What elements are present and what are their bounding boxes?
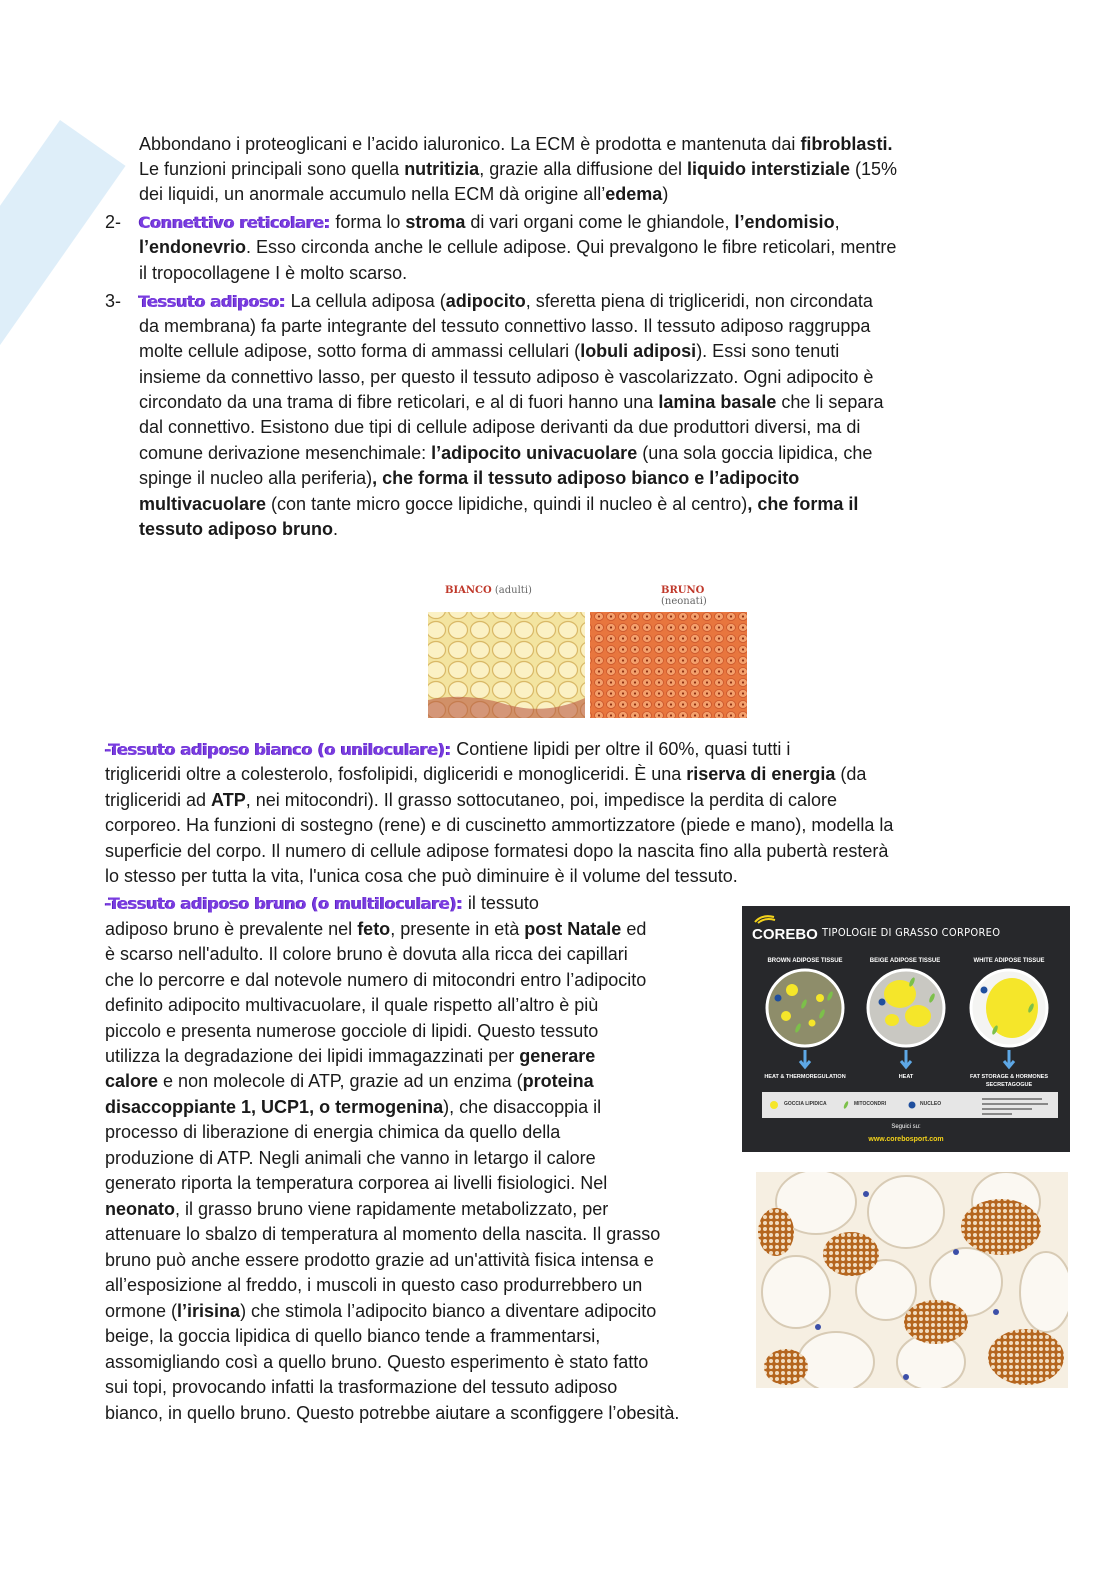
item3-line-1: Tessuto adiposo: La cellula adiposa (adipocito, sferetta piena di trigliceridi, non circondata bbox=[139, 291, 873, 311]
brown-section-line-17: ormone (l’irisina) che stimola l’adipocito bianco a diventare adipocito bbox=[105, 1301, 657, 1321]
brown-section-line-4: che lo percorre e dal notevole numero di mitocondri entro l’adipocito bbox=[105, 970, 647, 990]
white-section-line-2: trigliceridi oltre a colesterolo, fosfolipidi, digliceridi e monogliceridi. È una riserva di energia (da bbox=[105, 764, 867, 784]
corebo-logo-icon bbox=[754, 914, 776, 924]
item3-line-10: tessuto adiposo bruno. bbox=[139, 519, 339, 539]
corebo-reference-text bbox=[982, 1096, 1054, 1116]
brown-section-line-10: processo di liberazione di energia chimica da quello della bbox=[105, 1122, 561, 1142]
legend-nucleus-label: NUCLEO bbox=[920, 1101, 942, 1107]
brown-section-line-20: sui topi, provocando infatti la trasformazione del tessuto adiposo bbox=[105, 1377, 618, 1397]
legend-mito-label: MITOCONDRI bbox=[854, 1101, 887, 1107]
intro-line-3: dei liquidi, un anormale accumulo nella ECM dà origine all’edema) bbox=[139, 184, 669, 204]
white-section-line-3: trigliceridi ad ATP, nei mitocondri). Il grasso sottocutaneo, poi, impedisce la perdita di calore bbox=[105, 790, 838, 810]
brown-section-line-11: produzione di ATP. Negli animali che vanno in letargo il calore bbox=[105, 1148, 596, 1168]
brown-section-line-16: all’esposizione al freddo, i muscoli in questo caso produrrebbero un bbox=[105, 1275, 643, 1295]
figure-label-bianco: BIANCO (adulti) bbox=[445, 585, 532, 596]
item3-heading: Tessuto adiposo: bbox=[139, 292, 286, 311]
legend-lipid-label: GOCCIA LIPIDICA bbox=[784, 1101, 827, 1107]
brown-section-line-15: bruno può anche essere prodotto grazie ad un'attività fisica intensa e bbox=[105, 1250, 654, 1270]
micrograph-image bbox=[425, 600, 751, 720]
brown-section-line-21: bianco, in quello bruno. Questo potrebbe aiutare a sconfiggere l’obesità. bbox=[105, 1403, 680, 1423]
corebo-brown-function: HEAT & THERMOREGULATION bbox=[764, 1074, 846, 1080]
corebo-beige-function: HEAT bbox=[898, 1074, 914, 1080]
intro-line-2: Le funzioni principali sono quella nutritizia, grazie alla diffusione del liquido interstiziale (15% bbox=[139, 159, 898, 179]
brown-section-line-6: piccolo e presenta numerose gocciole di lipidi. Questo tessuto bbox=[105, 1021, 599, 1041]
item3-line-5: circondato da una trama di fibre reticolari, e al di fuori hanno una lamina basale che li separa bbox=[139, 392, 884, 412]
brown-section-line-18: beige, la goccia lipidica di quello bianco tende a frammentarsi, bbox=[105, 1326, 601, 1346]
corebo-white-label: WHITE ADIPOSE TISSUE bbox=[973, 958, 1045, 964]
corebo-title: TIPOLOGIE DI GRASSO CORPOREO bbox=[822, 926, 1001, 939]
item2-number: 2- bbox=[105, 212, 122, 232]
brown-section-line-7: utilizza la degradazione dei lipidi immagazzinati per generare bbox=[105, 1046, 596, 1066]
brown-section-line-8: calore e non molecole di ATP, grazie ad un enzima (proteina bbox=[105, 1071, 594, 1091]
figure-label-bruno: BRUNO (neonati) bbox=[661, 585, 707, 607]
item2-line-2: l’endonevrio. Esso circonda anche le cellule adipose. Qui prevalgono le fibre reticolari, mentre bbox=[139, 237, 897, 257]
corebo-fat-types-infographic bbox=[742, 906, 1070, 1152]
brown-section-line-5: definito adipocito multivacuolare, il quale rispetto all’altro è più bbox=[105, 995, 599, 1015]
item2-line-3: il tropocollagene I è molto scarso. bbox=[139, 263, 408, 283]
brown-section-line-14: attenuare lo sbalzo di temperatura al momento della nascita. Il grasso bbox=[105, 1224, 661, 1244]
item3-line-8: spinge il nucleo alla periferia), che forma il tessuto adiposo bianco e l’adipocito bbox=[139, 468, 800, 488]
white-section-line-5: superficie del corpo. Il numero di cellule adipose formatesi dopo la nascita fino alla pubertà resterà bbox=[105, 841, 889, 861]
corebo-white-function: FAT STORAGE & HORMONES SECRETAGOGUE bbox=[969, 1074, 1049, 1088]
brown-section-line-19: assomigliando così a quello bruno. Questo esperimento è stato fatto bbox=[105, 1352, 649, 1372]
white-section-line-1: -Tessuto adiposo bianco (o uniloculare): Contiene lipidi per oltre il 60%, quasi tutti i bbox=[105, 739, 791, 759]
brown-section-line-12: generato riporta la temperatura corporea ai livelli fisiologici. Nel bbox=[105, 1173, 608, 1193]
item3-line-2: da membrana) fa parte integrante del tessuto connettivo lasso. Il tessuto adiposo raggruppa bbox=[139, 316, 871, 336]
histology-image bbox=[756, 1172, 1068, 1388]
brown-section-heading: -Tessuto adiposo bruno (o multiloculare): bbox=[105, 894, 463, 913]
item3-line-3: molte cellule adipose, sotto forma di ammassi cellulari (lobuli adiposi). Essi sono tenuti bbox=[139, 341, 840, 361]
item3-line-4: insieme da connettivo lasso, per questo il tessuto adiposo è vascolarizzato. Ogni adipocito è bbox=[139, 367, 874, 387]
corebo-follow-text: Seguici su: bbox=[891, 1124, 921, 1130]
brown-section-line-9: disaccoppiante 1, UCP1, o termogenina), che disaccoppia il bbox=[105, 1097, 602, 1117]
item3-line-6: dal connettivo. Esistono due tipi di cellule adipose derivanti da due produttori diversi, ma di bbox=[139, 417, 861, 437]
item3-number: 3- bbox=[105, 291, 122, 311]
white-section-line-6: lo stesso per tutta la vita, l'unica cosa che può diminuire è il volume del tessuto. bbox=[105, 866, 738, 886]
brown-section-line-1: -Tessuto adiposo bruno (o multiloculare): il tessuto bbox=[105, 893, 539, 913]
brown-section-line-13: neonato, il grasso bruno viene rapidamente metabolizzato, per bbox=[105, 1199, 609, 1219]
intro-line-1: Abbondano i proteoglicani e l’acido ialuronico. La ECM è prodotta e mantenuta dai fibroblasti. bbox=[139, 134, 893, 154]
item2-heading: Connettivo reticolare: bbox=[139, 213, 331, 232]
white-section-line-4: corporeo. Ha funzioni di sostegno (rene) e di cuscinetto ammortizzatore (piede e mano), modella la bbox=[105, 815, 894, 835]
corebo-legend bbox=[762, 1092, 1058, 1118]
item3-line-7: comune derivazione mesenchimale: l’adipocito univacuolare (una sola goccia lipidica, che bbox=[139, 443, 873, 463]
corebo-beige-label: BEIGE ADIPOSE TISSUE bbox=[869, 958, 941, 964]
item3-line-9: multivacuolare (con tante micro gocce lipidiche, quindi il nucleo è al centro), che forma il bbox=[139, 494, 859, 514]
corebo-website: www.corebosport.com bbox=[868, 1136, 944, 1143]
item2-line-1: Connettivo reticolare: forma lo stroma di vari organi come le ghiandole, l’endomisio, bbox=[139, 212, 840, 232]
brown-section-line-3: è scarso nell'adulto. Il colore bruno è dovuta alla ricca dei capillari bbox=[105, 944, 628, 964]
corebo-cells-diagram bbox=[742, 968, 1070, 1078]
brown-section-line-2: adiposo bruno è prevalente nel feto, presente in età post Natale ed bbox=[105, 919, 647, 939]
adipose-micrograph-figure bbox=[425, 585, 751, 720]
white-section-heading: -Tessuto adiposo bianco (o uniloculare): bbox=[105, 740, 452, 759]
corebo-brown-label: BROWN ADIPOSE TISSUE bbox=[767, 958, 843, 964]
corebo-logo: COREBO bbox=[752, 926, 818, 943]
